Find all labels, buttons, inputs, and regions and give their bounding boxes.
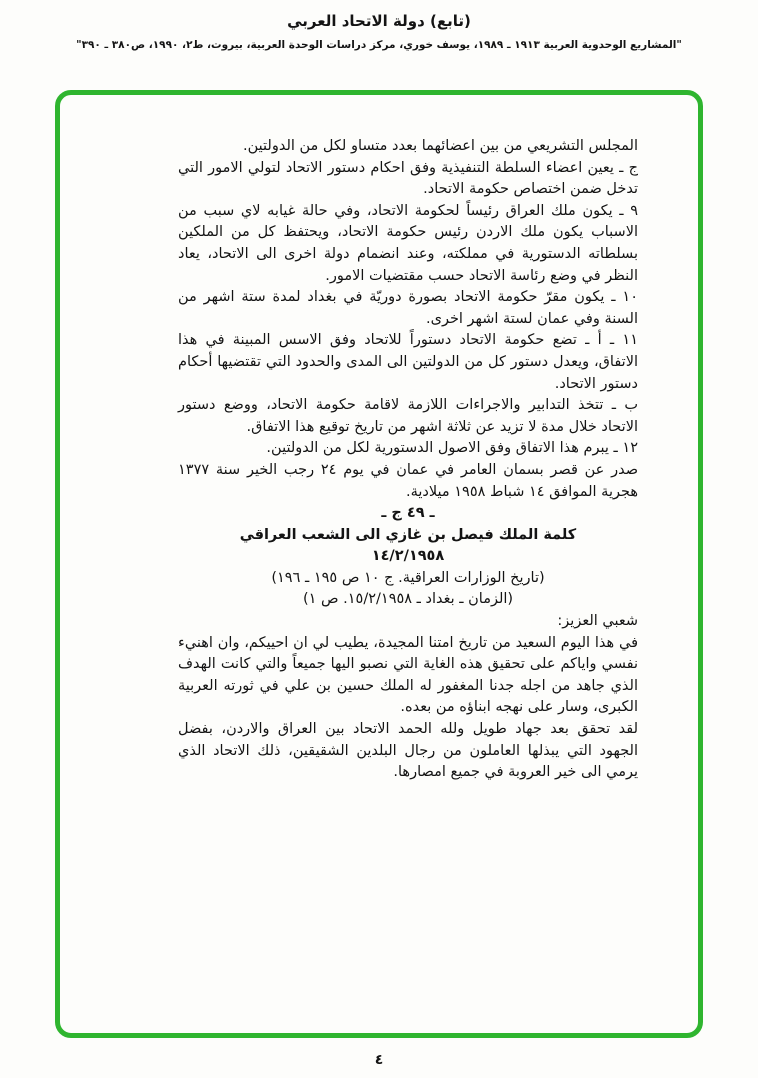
page-header [0, 0, 758, 51]
speech-date: ١٤/٢/١٩٥٨ [371, 548, 445, 565]
source-reference-1: (تاريخ الوزارات العراقية. ج ١٠ ص ١٩٥ ـ ١٩٦) [271, 569, 545, 586]
paragraph-issuance: صدر عن قصر بسمان العامر في عمان في يوم ٢٤ رجب الخير سنة ١٣٧٧ هجرية الموافق ١٤ شباط ١٩٥٨ ميلادية. [178, 461, 639, 500]
source-reference-2: (الزمان ـ بغداد ـ ١٥/٢/١٩٥٨. ص ١) [302, 591, 514, 608]
paragraph-speech-2: لقد تحقق بعد جهاد طويل ولله الحمد الاتحاد بين العراق والاردن، بفضل الجهود التي يبذلها العاملون من رجال البلدين الشقيقين، ذلك الاتحاد الذي يرمي الى خير العروبة في جميع امصارها. [178, 721, 638, 781]
paragraph-speech-1: في هذا اليوم السعيد من تاريخ امتنا المجيدة، يطيب لي ان احييكم، وان اهنيء نفسي واياكم على تحقيق هذه الغاية التي نصبو اليها جميعاً والتي كانت الهدف الذي جاهد من اجله جدنا المغفور له الملك حسين بن علي في ثورته العربية الكبرى، وسار على نهجه ابناؤه من بعده. [178, 634, 638, 716]
paragraph-clause-10: ١٠ ـ يكون مقرّ حكومة الاتحاد بصورة دوريّة في بغداد لمدة ستة اشهر من السنة وفي عمان لستة اشهر اخرى. [178, 289, 638, 327]
page-footer [0, 1052, 758, 1068]
paragraph-clause-8-continued: المجلس التشريعي من بين اعضائهما بعدد متساو لكل من الدولتين. [243, 138, 638, 154]
source-citation: "المشاريع الوحدوية العربية ١٩١٣ ـ ١٩٨٩، يوسف خوري، مركز دراسات الوحدة العربية، بيروت، ط٢، ١٩٩٠، ص٣٨٠ ـ ٣٩٠" [76, 39, 682, 51]
paragraph-clause-11a: ١١ ـ أ ـ تضع حكومة الاتحاد دستوراً للاتحاد وفق الاسس المبينة في هذا الاتفاق، ويعدل دستور كل من الدولتين الى المدى والحدود التي تقتضيها أحكام دستور الاتحاد. [178, 332, 638, 392]
paragraph-clause-9: ٩ ـ يكون ملك العراق رئيساً لحكومة الاتحاد، وفي حالة غيابه لاي سبب من الاسباب يكون ملك الاردن رئيس حكومة الاتحاد، ويحتفظ كل من الملكين بسلطاته الدستورية في مملكته، وعند انضمام دولة اخرى الى الاتحاد، يعاد النظر في وضع رئاسة الاتحاد حسب مقتضيات الامور. [178, 202, 638, 284]
page-number: ٤ [374, 1052, 384, 1068]
document-body [178, 136, 638, 784]
speech-title: كلمة الملك فيصل بن غازي الى الشعب العراقي [239, 526, 577, 543]
document-number: ـ ٤٩ ج ـ [381, 505, 435, 522]
paragraph-clause-12: ١٢ ـ يبرم هذا الاتفاق وفق الاصول الدستورية لكل من الدولتين. [266, 440, 638, 457]
salutation: شعبي العزيز: [557, 613, 638, 630]
page-title: (تابع) دولة الاتحاد العربي [287, 12, 471, 30]
paragraph-clause-11b: ب ـ تتخذ التدابير والاجراءات اللازمة لاقامة حكومة الاتحاد، ووضع دستور الاتحاد خلال مدة لا تزيد عن ثلاثة اشهر من تاريخ توقيع هذا الاتفاق. [178, 397, 638, 435]
paragraph-clause-8c: ج ـ يعين اعضاء السلطة التنفيذية وفق احكام دستور الاتحاد لتولي الامور التي تدخل ضمن اختصاص حكومة الاتحاد. [178, 159, 638, 198]
